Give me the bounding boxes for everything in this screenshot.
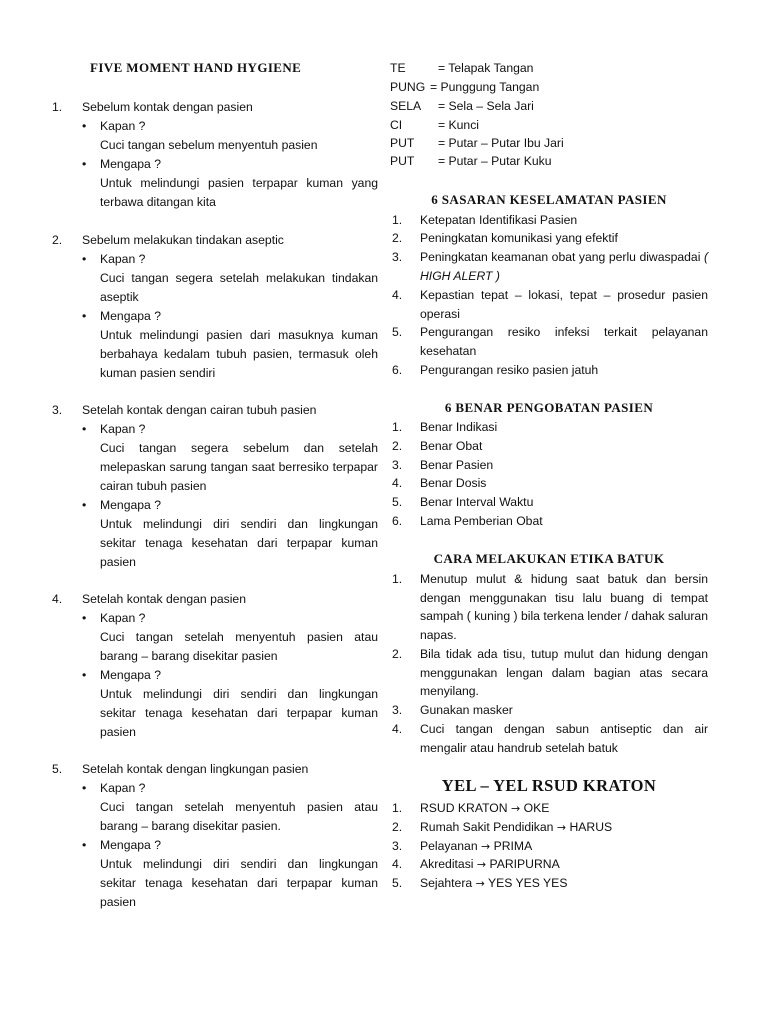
abbreviation-value: = Putar – Putar Kuku [438, 154, 552, 168]
item-number: 5. [392, 495, 403, 509]
mengapa-text: Untuk melindungi diri sendiri dan lingkungan sekitar tenaga kesehatan dari terpapar kuman pasien [100, 857, 378, 909]
item-number: 1. [392, 572, 403, 586]
item-text: Lama Pemberian Obat [420, 514, 543, 528]
yel-response: PRIMA [493, 839, 533, 853]
arrow-right-icon: → [556, 821, 567, 834]
mengapa-label: Mengapa ? [100, 498, 161, 512]
item-number: 3. [392, 250, 403, 264]
kapan-text: Cuci tangan segera setelah melakukan tindakan aseptik [100, 271, 378, 304]
item-text: Bila tidak ada tisu, tutup mulut dan hidung dengan menggunakan lengan dalam bagian atas secara menyilang. [420, 647, 708, 698]
yel-response: PARIPURNA [489, 857, 560, 871]
item-number: 2. [392, 231, 403, 245]
item-number: 6. [392, 363, 403, 377]
yel-response: HARUS [569, 820, 613, 834]
item-number: 3. [392, 839, 403, 853]
mengapa-label: Mengapa ? [100, 838, 161, 852]
abbreviation-value: = Sela – Sela Jari [438, 99, 534, 113]
moment-title: Setelah kontak dengan pasien [82, 592, 246, 606]
kapan-text: Cuci tangan segera sebelum dan setelah melepaskan sarung tangan saat berresiko terpapar cairan tubuh pasien [100, 441, 378, 493]
abbreviation-key: SELA [390, 99, 422, 113]
abbreviation-key: TE [390, 61, 406, 75]
item-number: 3. [392, 458, 403, 472]
kapan-label: Kapan ? [100, 119, 146, 133]
kapan-text: Cuci tangan sebelum menyentuh pasien [100, 138, 318, 152]
benar-title: 6 BENAR PENGOBATAN PASIEN [444, 400, 654, 415]
moment-title: Setelah kontak dengan lingkungan pasien [82, 762, 309, 776]
kapan-label: Kapan ? [100, 781, 146, 795]
arrow-right-icon: → [475, 877, 485, 890]
mengapa-text: Untuk melindungi diri sendiri dan lingkungan sekitar tenaga kesehatan dari terpapar kuman pasien [100, 517, 378, 569]
item-text-main: Peningkatan keamanan obat yang perlu diwaspadai [420, 250, 701, 264]
mengapa-text: Untuk melindungi pasien dari masuknya kuman berbahaya kedalam tubuh pasien, termasuk oleh kuman pasien sendiri [100, 328, 378, 380]
arrow-right-icon: → [481, 840, 491, 853]
yel-call: RSUD KRATON [420, 801, 508, 815]
item-text: Benar Obat [420, 439, 483, 453]
item-text [420, 818, 708, 838]
yel-call: Pelayanan [420, 839, 478, 853]
item-text: Ketepatan Identifikasi Pasien [420, 213, 578, 227]
high-alert-text: ( HIGH ALERT ) [420, 250, 709, 283]
kapan-text: Cuci tangan setelah menyentuh pasien atau barang – barang disekitar pasien. [100, 800, 378, 833]
item-text: Peningkatan komunikasi yang efektif [420, 231, 618, 245]
mengapa-label: Mengapa ? [100, 157, 161, 171]
five-moment-title: FIVE MOMENT HAND HYGIENE [90, 60, 302, 75]
item-text: Benar Pasien [420, 458, 494, 472]
abbreviation-key: PUT [390, 154, 415, 168]
abbreviation-key: PUT [390, 136, 415, 150]
item-text [420, 855, 708, 875]
mengapa-text: Untuk melindungi diri sendiri dan lingkungan sekitar tenaga kesehatan dari terpapar kuman pasien [100, 687, 378, 739]
mengapa-label: Mengapa ? [100, 668, 161, 682]
moment-title: Sebelum melakukan tindakan aseptic [82, 233, 284, 247]
arrow-right-icon: → [476, 858, 487, 871]
moment-title: Sebelum kontak dengan pasien [82, 100, 253, 114]
item-text [420, 837, 708, 857]
kapan-label: Kapan ? [100, 252, 146, 266]
item-text [420, 874, 708, 894]
item-number: 1. [392, 213, 403, 227]
moment-number: 5. [52, 762, 63, 776]
item-text: Pengurangan resiko infeksi terkait pelayanan kesehatan [420, 325, 708, 358]
item-number: 4. [392, 722, 403, 736]
item-text: Cuci tangan dengan sabun antiseptic dan air mengalir atau handrub setelah batuk [420, 722, 708, 755]
item-text: Benar Interval Waktu [420, 495, 534, 509]
item-number: 4. [392, 476, 403, 490]
item-text: Gunakan masker [420, 703, 513, 717]
yel-title: YEL – YEL RSUD KRATON [441, 776, 657, 795]
item-number: 4. [392, 288, 403, 302]
kapan-text: Cuci tangan setelah menyentuh pasien atau barang – barang disekitar pasien [100, 630, 378, 663]
item-text: Pengurangan resiko pasien jatuh [420, 363, 599, 377]
abbreviation-key: PUNG [390, 80, 426, 94]
item-text [420, 248, 708, 285]
yel-call: Sejahtera [420, 876, 473, 890]
item-number: 2. [392, 439, 403, 453]
item-number: 6. [392, 514, 403, 528]
arrow-right-icon: → [510, 802, 521, 815]
yel-call: Rumah Sakit Pendidikan [420, 820, 554, 834]
batuk-title: CARA MELAKUKAN ETIKA BATUK [433, 551, 665, 566]
moment-number: 3. [52, 403, 63, 417]
item-number: 1. [392, 420, 403, 434]
moment-number: 1. [52, 100, 63, 114]
item-number: 1. [392, 801, 403, 815]
item-number: 3. [392, 703, 403, 717]
abbreviation-value: = Telapak Tangan [438, 61, 534, 75]
abbreviation-value: = Kunci [438, 118, 479, 132]
item-number: 2. [392, 820, 403, 834]
yel-call: Akreditasi [420, 857, 474, 871]
mengapa-label: Mengapa ? [100, 309, 161, 323]
item-text: Benar Indikasi [420, 420, 498, 434]
kapan-label: Kapan ? [100, 611, 146, 625]
mengapa-text: Untuk melindungi pasien terpapar kuman yang terbawa ditangan kita [100, 176, 378, 209]
item-number: 5. [392, 325, 403, 339]
item-number: 5. [392, 876, 403, 890]
abbreviation-key: CI [390, 118, 403, 132]
abbreviation-value: = Putar – Putar Ibu Jari [438, 136, 564, 150]
yel-response: YES YES YES [487, 876, 568, 890]
item-text: Menutup mulut & hidung saat batuk dan bersin dengan menggunakan tisu lalu buang di tempat sampah ( kuning ) bila terkena lender / dahak saluran napas. [420, 572, 708, 642]
moment-title: Setelah kontak dengan cairan tubuh pasien [82, 403, 317, 417]
abbreviation-value: = Punggung Tangan [430, 80, 540, 94]
yel-response: OKE [523, 801, 550, 815]
item-text: Benar Dosis [420, 476, 487, 490]
item-number: 4. [392, 857, 403, 871]
kapan-label: Kapan ? [100, 422, 146, 436]
item-text [420, 799, 708, 819]
moment-number: 4. [52, 592, 63, 606]
sasaran-title: 6 SASARAN KESELAMATAN PASIEN [431, 192, 667, 207]
item-number: 2. [392, 647, 403, 661]
item-text: Kepastian tepat – lokasi, tepat – prosedur pasien operasi [420, 288, 708, 321]
moment-number: 2. [52, 233, 63, 247]
